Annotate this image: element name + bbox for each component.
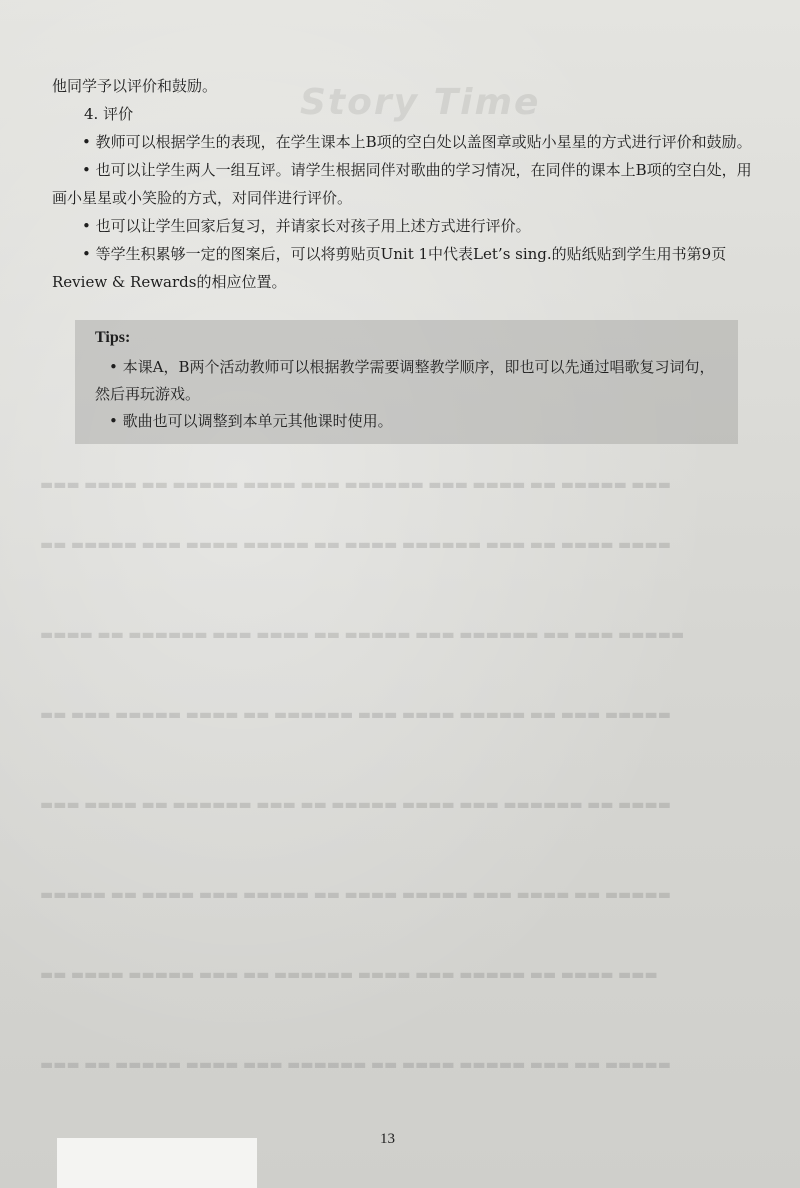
paragraph-bullet-4: • 等学生积累够一定的图案后，可以将剪贴页Unit 1中代表Let’s sing.的贴纸贴到学生用书第9页 Review & Rewards的相应位置。 xyxy=(52,245,727,291)
tips-item-2: • 歌曲也可以调整到本单元其他课时使用。 xyxy=(109,412,393,430)
page-number: 13 xyxy=(380,1131,395,1147)
bleed-through-decoration: ▬▬▬▬▬ ▬▬ ▬▬▬▬ ▬▬▬ ▬▬▬▬▬ ▬▬ ▬▬▬▬ ▬▬▬▬▬ ▬▬▬ ▬▬▬▬ ▬▬ ▬▬▬▬▬ xyxy=(40,887,671,903)
body-text xyxy=(52,72,752,296)
bleed-through-decoration: Story Time xyxy=(300,82,541,123)
bleed-through-decoration: ▬▬▬ ▬▬▬▬ ▬▬ ▬▬▬▬▬▬ ▬▬▬ ▬▬ ▬▬▬▬▬ ▬▬▬▬ ▬▬▬ ▬▬▬▬▬▬ ▬▬ ▬▬▬▬ xyxy=(40,797,671,813)
paragraph-bullet-1: • 教师可以根据学生的表现，在学生课本上B项的空白处以盖图章或贴小星星的方式进行评价和鼓励。 xyxy=(82,133,752,151)
paragraph-bullet-2: • 也可以让学生两人一组互评。请学生根据同伴对歌曲的学习情况，在同伴的课本上B项的空白处，用画小星星或小笑脸的方式，对同伴进行评价。 xyxy=(52,161,752,207)
bleed-through-decoration: ▬▬▬ ▬▬▬▬ ▬▬ ▬▬▬▬▬ ▬▬▬▬ ▬▬▬ ▬▬▬▬▬▬ ▬▬▬ ▬▬▬▬ ▬▬ ▬▬▬▬▬ ▬▬▬ xyxy=(40,477,671,493)
bleed-through-decoration: ▬▬ ▬▬▬▬ ▬▬▬▬▬ ▬▬▬ ▬▬ ▬▬▬▬▬▬ ▬▬▬▬ ▬▬▬ ▬▬▬▬▬ ▬▬ ▬▬▬▬ ▬▬▬ xyxy=(40,967,658,983)
bleed-through-decoration: ▬▬ ▬▬▬▬▬ ▬▬▬ ▬▬▬▬ ▬▬▬▬▬ ▬▬ ▬▬▬▬ ▬▬▬▬▬▬ ▬▬▬ ▬▬ ▬▬▬▬ ▬▬▬▬ xyxy=(40,537,671,553)
tips-title: Tips: xyxy=(95,329,131,346)
bleed-through-decoration: ▬▬▬▬ ▬▬ ▬▬▬▬▬▬ ▬▬▬ ▬▬▬▬ ▬▬ ▬▬▬▬▬ ▬▬▬ ▬▬▬▬▬▬ ▬▬ ▬▬▬ ▬▬▬▬▬ xyxy=(40,627,685,643)
paragraph-bullet-3: • 也可以让学生回家后复习，并请家长对孩子用上述方式进行评价。 xyxy=(82,217,531,235)
section-heading-evaluation: 4. 评价 xyxy=(84,105,134,123)
corner-blank-label xyxy=(57,1138,257,1188)
tips-item-1: • 本课A，B两个活动教师可以根据教学需要调整教学顺序，即也可以先通过唱歌复习词句，然后再玩游戏。 xyxy=(95,358,715,403)
tips-content xyxy=(95,354,725,435)
paragraph-continuation: 他同学予以评价和鼓励。 xyxy=(52,77,218,95)
bleed-through-decoration: ▬▬▬ ▬▬ ▬▬▬▬▬ ▬▬▬▬ ▬▬▬ ▬▬▬▬▬▬ ▬▬ ▬▬▬▬ ▬▬▬▬▬ ▬▬▬ ▬▬ ▬▬▬▬▬ xyxy=(40,1057,671,1073)
bleed-through-decoration: ▬▬ ▬▬▬ ▬▬▬▬▬ ▬▬▬▬ ▬▬ ▬▬▬▬▬▬ ▬▬▬ ▬▬▬▬ ▬▬▬▬▬ ▬▬ ▬▬▬ ▬▬▬▬▬ xyxy=(40,707,671,723)
